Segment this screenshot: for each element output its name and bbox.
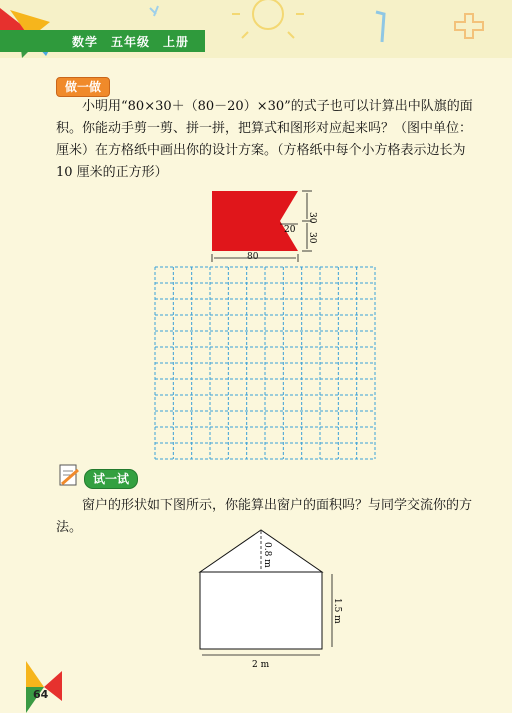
sun-icon — [253, 0, 283, 29]
flag-label-notch: 20 — [284, 225, 296, 235]
window-label-width: 2 m — [252, 660, 270, 670]
window-figure — [190, 528, 340, 673]
page-number: 64 — [33, 688, 49, 701]
section1-paragraph: 小明用“80×30＋（80－20）×30”的式子也可以计算出中队旗的面积。你能动手剪一剪、拼一拼，把算式和图形对应起来吗？（图中单位：厘米）在方格纸中画出你的设计方案。（方格纸中每个小方格表示边长为 10 厘米的正方形） — [56, 99, 473, 180]
section2-paragraph: 窗户的形状如下图所示，你能算出窗户的面积吗？与同学交流你的方法。 — [56, 498, 473, 535]
page-header — [0, 0, 512, 58]
window-label-rect-height: 1.5 m — [332, 598, 342, 624]
flag-label-bottom: 30 — [307, 232, 317, 244]
window-rectangle — [200, 572, 322, 649]
notebook-pencil-icon — [56, 462, 82, 488]
flag-figure — [200, 188, 330, 266]
flag-shape — [212, 191, 298, 251]
plus-icon — [455, 14, 483, 38]
window-label-triangle-height: 0.8 m — [262, 542, 272, 568]
flag-label-top: 30 — [307, 212, 317, 224]
section-badge-shi: 试一试 — [84, 469, 138, 489]
footer-decoration — [26, 661, 62, 713]
grid-paper[interactable] — [154, 266, 376, 460]
doodle-icon — [150, 6, 158, 16]
number-one-icon — [376, 12, 384, 42]
flag-label-width: 80 — [247, 252, 259, 262]
section-badge-zuo: 做一做 — [56, 77, 110, 97]
header-title: 数学 五年级 上册 — [72, 35, 190, 49]
